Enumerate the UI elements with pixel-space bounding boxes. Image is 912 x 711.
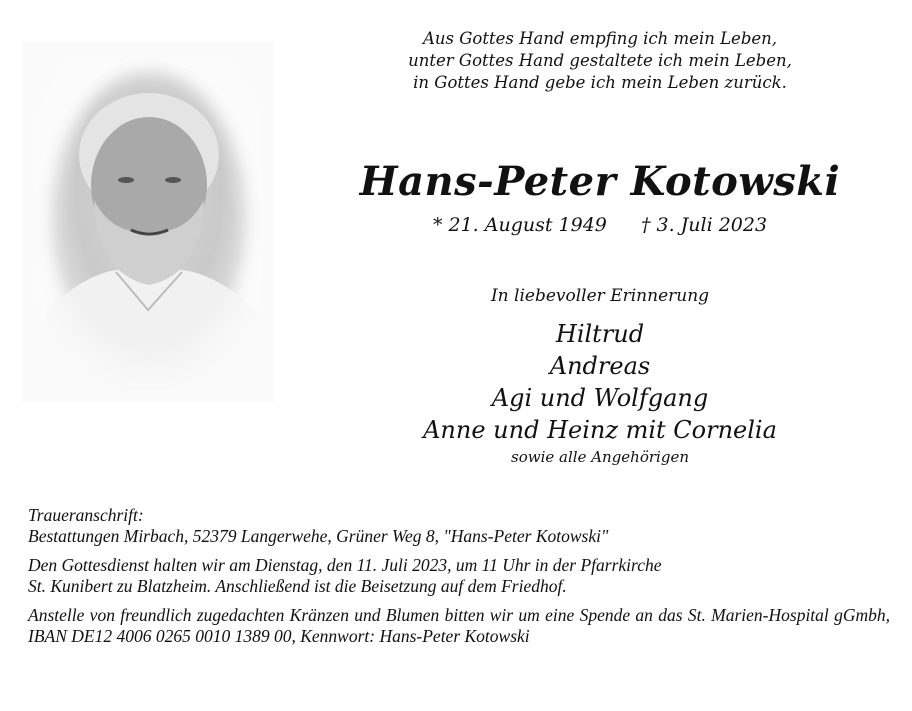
family-member: Anne und Heinz mit Cornelia xyxy=(423,416,777,444)
verse-line: Aus Gottes Hand empfing ich mein Leben, xyxy=(422,29,778,48)
portrait-photo xyxy=(22,42,274,402)
other-relatives: sowie alle Angehörigen xyxy=(511,448,689,466)
address-block xyxy=(28,505,890,547)
family-member: Agi und Wolfgang xyxy=(491,384,709,412)
donation-line: Kennwort: Hans-Peter Kotowski xyxy=(300,626,530,646)
service-line: St. Kunibert zu Blatzheim. Anschließend ist die Beisetzung auf dem Friedhof. xyxy=(28,576,567,596)
deceased-name: Hans-Peter Kotowski xyxy=(359,158,841,205)
donation-info xyxy=(28,605,890,647)
life-dates xyxy=(330,214,870,236)
death-date: † 3. Juli 2023 xyxy=(640,214,768,236)
service-line: Den Gottesdienst halten wir am Dienstag, den 11. Juli 2023, um 11 Uhr in der Pfarrkirche xyxy=(28,555,662,575)
birth-date: * 21. August 1949 xyxy=(432,214,607,236)
verse-line: in Gottes Hand gebe ich mein Leben zurück. xyxy=(413,73,787,92)
address: Bestattungen Mirbach, 52379 Langerwehe, Grüner Weg 8, "Hans-Peter Kotowski" xyxy=(28,526,609,546)
portrait-oval xyxy=(36,60,262,390)
notice-footer xyxy=(28,505,890,655)
portrait-silhouette-icon xyxy=(36,60,262,390)
remembrance-intro: In liebevoller Erinnerung xyxy=(490,286,710,306)
donation-line: Anstelle von freundlich zugedachten Kränzen und Blumen bitten wir um eine Spende xyxy=(28,605,631,625)
address-label: Traueranschrift: xyxy=(28,505,144,525)
bible-verse xyxy=(340,28,860,94)
family-list xyxy=(380,318,820,446)
verse-line: unter Gottes Hand gestaltete ich mein Leben, xyxy=(408,51,792,70)
service-info xyxy=(28,555,890,597)
donation-line: an das St. Marien-Hospital gGmbh, IBAN DE12 4006 0265 0010 1389 00, xyxy=(28,605,890,646)
family-member: Hiltrud xyxy=(555,320,645,348)
family-member: Andreas xyxy=(549,352,651,380)
